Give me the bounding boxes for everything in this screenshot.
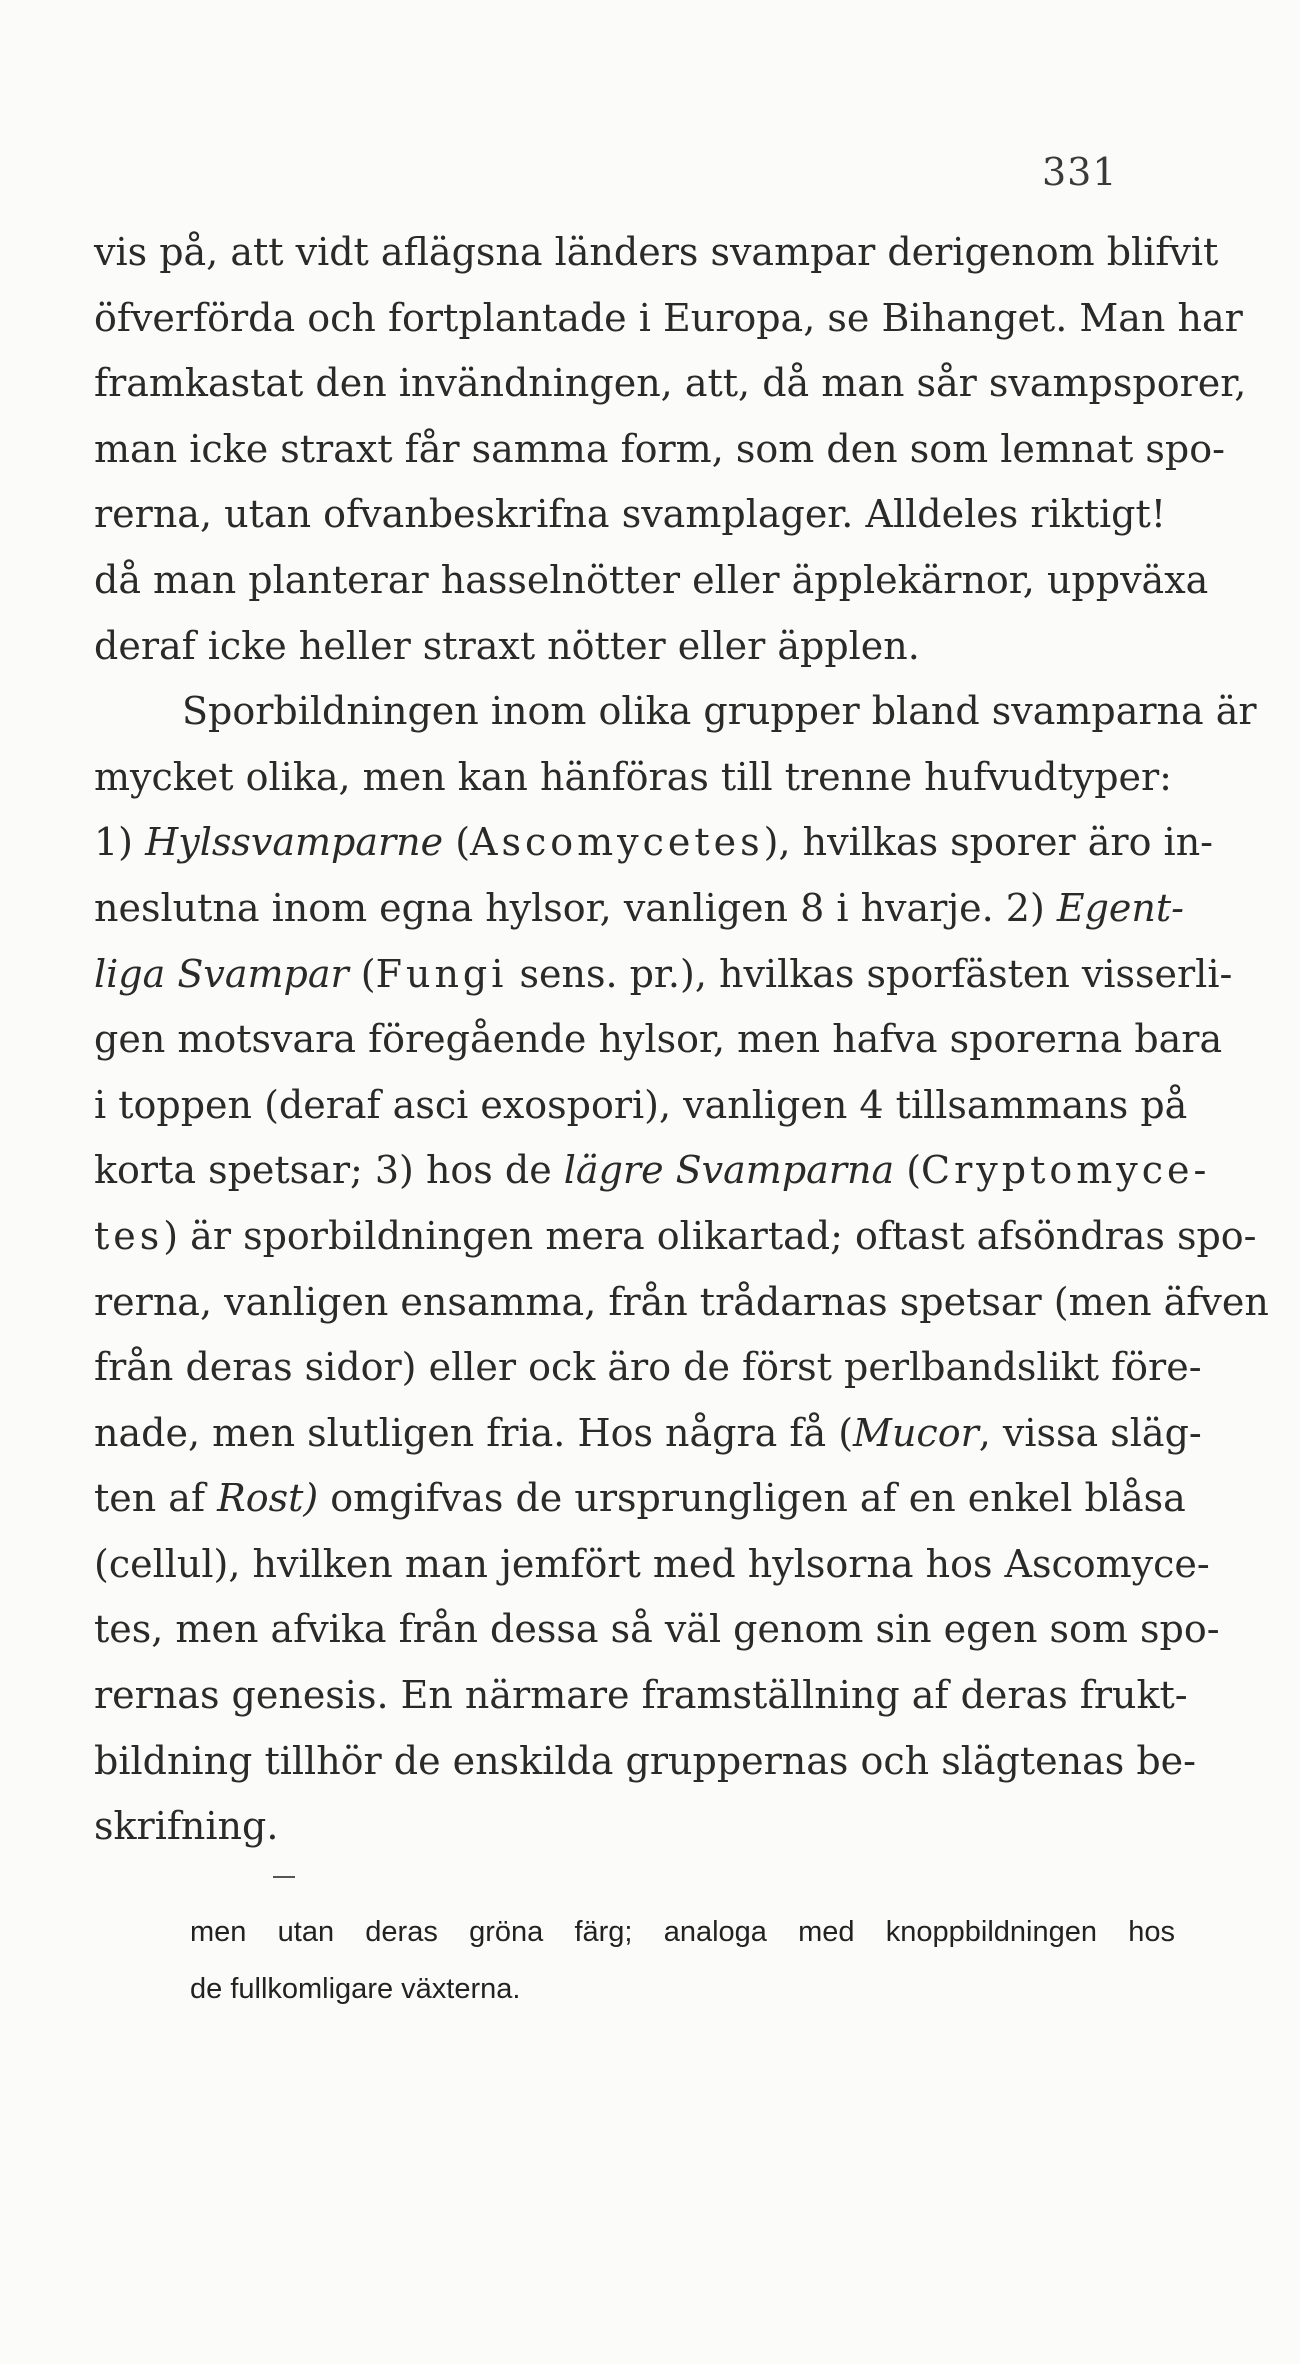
text-line: korta spetsar; 3) hos de lägre Svamparna (Cryptomyce- <box>94 1148 1211 1193</box>
footnote-line: men utan deras gröna färg; analoga med knoppbildningen hos <box>190 1916 1175 1948</box>
italic-term: lägre Svamparna <box>563 1148 895 1193</box>
text-line: mycket olika, men kan hänföras till trenne hufvudtyper: <box>94 754 1172 799</box>
text-line: 1) Hylssvamparne (Ascomycetes), hvilkas sporer äro in- <box>94 820 1214 865</box>
spaced-term: Ascomycetes <box>470 820 764 865</box>
text-line: liga Svampar (Fungi sens. pr.), hvilkas sporfästen visserli- <box>94 951 1233 996</box>
text-line: neslutna inom egna hylsor, vanligen 8 i hvarje. 2) Egent- <box>94 885 1184 930</box>
italic-term: Hylssvamparne <box>145 820 444 865</box>
italic-term: Mucor <box>853 1410 979 1455</box>
text-line: rerna, utan ofvanbeskrifna svamplager. Alldeles riktigt! <box>94 492 1166 537</box>
italic-term: liga Svampar <box>94 951 349 996</box>
text-line: tes) är sporbildningen mera olikartad; oftast afsöndras spo- <box>94 1213 1257 1258</box>
page-number: 331 <box>1042 150 1118 194</box>
text-line: då man planterar hasselnötter eller äpplekärnor, uppväxa <box>94 557 1209 602</box>
main-text <box>94 220 1269 1860</box>
text-line: öfverförda och fortplantade i Europa, se Bihanget. Man har <box>94 295 1243 340</box>
text-line: vis på, att vidt aflägsna länders svampar derigenom blifvit <box>94 230 1219 274</box>
text-line: nade, men slutligen fria. Hos några få (Mucor, vissa släg- <box>94 1410 1202 1455</box>
text-line: skrifning. <box>94 1804 279 1849</box>
text-line: deraf icke heller straxt nötter eller äpplen. <box>94 623 920 668</box>
footnote <box>190 1904 1175 2018</box>
text-line: rerna, vanligen ensamma, från trådarnas spetsar (men äfven <box>94 1279 1269 1324</box>
spaced-term: Fungi <box>375 951 508 996</box>
italic-term: Egent- <box>1056 885 1184 930</box>
footnote-line: de fullkomligare växterna. <box>190 1973 521 2005</box>
text-line: gen motsvara föregående hylsor, men hafva sporerna bara <box>94 1017 1223 1062</box>
text-line: rernas genesis. En närmare framställning af deras frukt- <box>94 1673 1188 1718</box>
text-line: bildning tillhör de enskilda gruppernas och slägtenas be- <box>94 1738 1196 1783</box>
text-line: ten af Rost) omgifvas de ursprungligen af en enkel blåsa <box>94 1476 1186 1521</box>
spaced-term: tes <box>94 1213 164 1258</box>
text-line: tes, men afvika från dessa så väl genom sin egen som spo- <box>94 1607 1220 1652</box>
text-line: framkastat den invändningen, att, då man sår svampsporer, <box>94 361 1247 406</box>
text-line: (cellul), hvilken man jemfört med hylsorna hos Ascomyce- <box>94 1541 1210 1586</box>
italic-term: Rost) <box>217 1476 319 1521</box>
spaced-term: Cryptomyce- <box>921 1148 1211 1193</box>
text-line: i toppen (deraf asci exospori), vanligen 4 tillsammans på <box>94 1082 1188 1127</box>
paragraph-start-line: Sporbildningen inom olika grupper bland svamparna är <box>182 689 1257 734</box>
footnote-rule <box>273 1876 295 1878</box>
text-line: från deras sidor) eller ock äro de först perlbandslikt före- <box>94 1345 1202 1390</box>
text-line: man icke straxt får samma form, som den som lemnat spo- <box>94 426 1225 471</box>
